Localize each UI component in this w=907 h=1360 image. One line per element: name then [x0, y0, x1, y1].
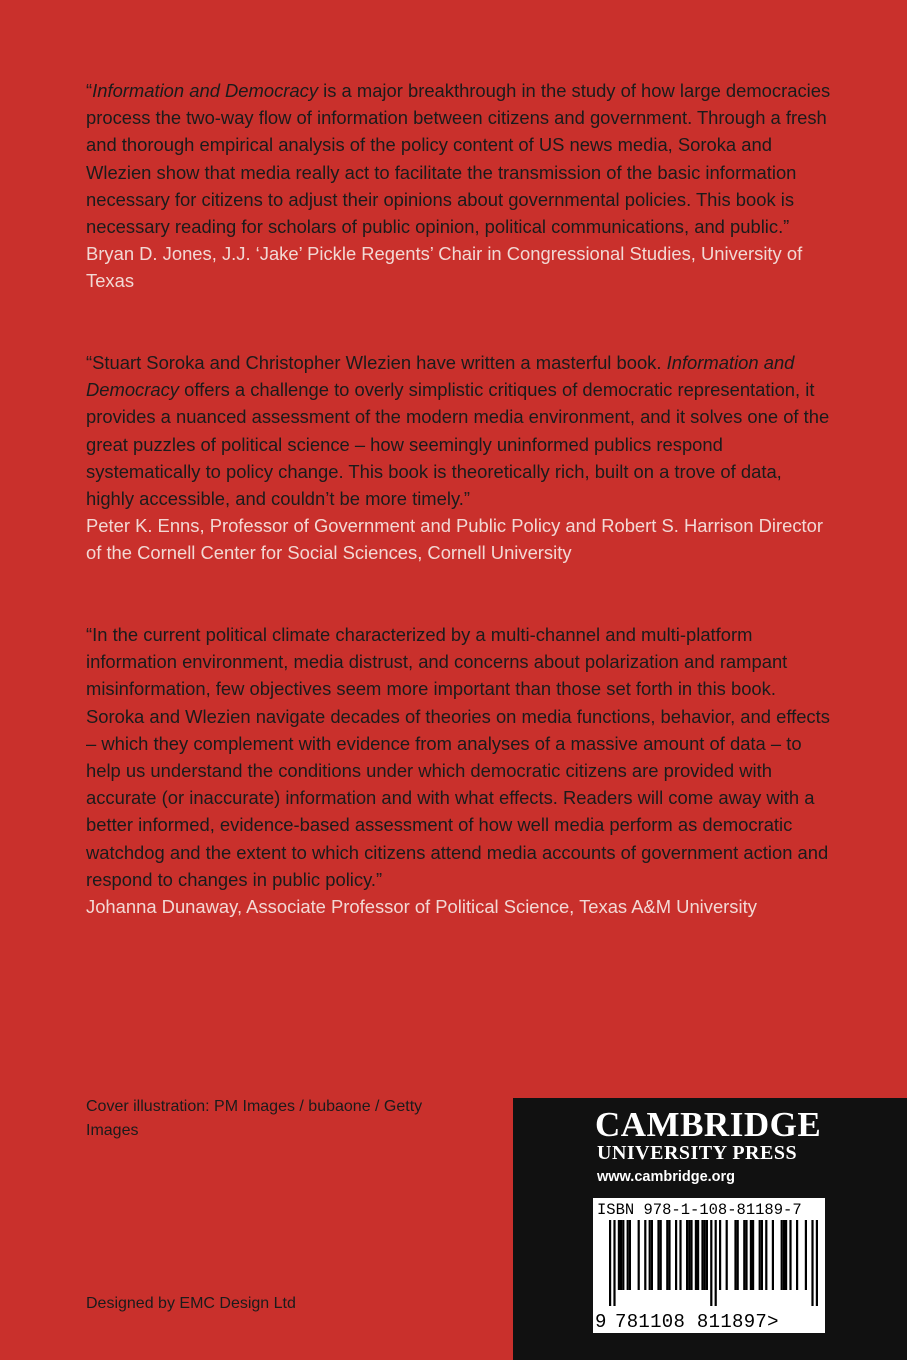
barcode-bar	[752, 1220, 754, 1290]
barcode-bar	[726, 1220, 728, 1290]
quote-body: “Information and Democracy is a major breakthrough in the study of how large democracies process the two-way flow of information between citizens and government. Through a fresh and thorough empirical analysis of the policy content of US news media, Soroka and Wlezien show that media really act to facilitate the transmission of the basic information necessary for citizens to adjust their opinions about governmental policies. This book is necessary reading for scholars of public opinion, political communications, and public.”	[86, 80, 831, 238]
publisher-imprint: UNIVERSITY PRESS	[597, 1142, 798, 1164]
quote-text-before: “Stuart Soroka and Christopher Wlezien have written a masterful book.	[86, 352, 667, 373]
endorsement-quote-2	[86, 349, 831, 567]
barcode-bar	[666, 1220, 668, 1290]
barcode-bar	[737, 1220, 739, 1290]
barcode-bar	[686, 1220, 688, 1290]
barcode-bar	[706, 1220, 708, 1290]
barcode-bar	[759, 1220, 761, 1290]
isbn-barcode	[593, 1198, 825, 1333]
barcode-bar	[690, 1220, 692, 1290]
barcode-bar	[745, 1220, 747, 1290]
barcode-bar	[638, 1220, 640, 1290]
publisher-panel	[513, 1098, 907, 1360]
barcode-bars	[593, 1220, 825, 1312]
barcode-bar	[710, 1220, 712, 1306]
barcode-bar	[609, 1220, 611, 1306]
barcode-bar	[695, 1220, 697, 1290]
barcode-bar	[734, 1220, 736, 1290]
barcode-bar	[627, 1220, 629, 1290]
barcode-bar	[816, 1220, 818, 1306]
ean-quiet-zone-marker: >	[767, 1311, 779, 1333]
barcode-bar	[622, 1220, 624, 1290]
barcode-bar	[660, 1220, 662, 1290]
barcode-bar	[743, 1220, 745, 1290]
barcode-bar	[761, 1220, 763, 1290]
barcode-bar	[629, 1220, 631, 1290]
barcode-bar	[781, 1220, 783, 1290]
cover-illustration-credit: Cover illustration: PM Images / bubaone / Getty Images	[86, 1098, 423, 1139]
barcode-bar	[644, 1220, 646, 1290]
barcode-bar	[649, 1220, 651, 1290]
barcode-bar	[772, 1220, 774, 1290]
barcode-bar	[701, 1220, 703, 1290]
quote-body	[86, 349, 831, 512]
isbn-label: ISBN 978-1-108-81189-7	[597, 1201, 802, 1219]
publisher-url: www.cambridge.org	[597, 1169, 736, 1185]
endorsement-quote-1	[86, 77, 831, 295]
barcode-bar	[796, 1220, 798, 1290]
barcode-bar	[613, 1220, 615, 1306]
barcode-bar	[651, 1220, 653, 1290]
barcode-bar	[620, 1220, 622, 1290]
book-title: Information and Democracy	[92, 80, 319, 101]
quote-attribution: Peter K. Enns, Professor of Government and Public Policy and Robert S. Harrison Director of the Cornell Center for Social Sciences, Cornell University	[86, 515, 823, 564]
ean-digits	[615, 1312, 779, 1332]
barcode-bar	[688, 1220, 690, 1290]
barcode-bar	[783, 1220, 785, 1290]
barcode-bar	[805, 1220, 807, 1290]
barcode-bar	[618, 1220, 620, 1290]
ean-number: 781108 811897	[615, 1311, 768, 1333]
barcode-bar	[785, 1220, 787, 1290]
barcode-bar	[750, 1220, 752, 1290]
barcode-bar	[679, 1220, 681, 1290]
quote-text: is a major breakthrough in the study of how large democracies process the two-way flow of information between citizens and government. Through a fresh and thorough empirical analysis of the policy content of US news media, Soroka and Wlezien show that media really act to facilitate the transmission of the basic information necessary for citizens to adjust their opinions about governmental policies. This book is necessary reading for scholars of public opinion, political communications, and public.”	[86, 80, 831, 238]
barcode-bar	[668, 1220, 670, 1290]
barcode-bar	[675, 1220, 677, 1290]
designer-credit: Designed by EMC Design Ltd	[86, 1295, 296, 1312]
publisher-name: CAMBRIDGE	[595, 1105, 822, 1144]
book-title: Information and Democracy	[86, 352, 795, 401]
barcode-bar	[765, 1220, 767, 1290]
barcode-bar	[789, 1220, 791, 1290]
quote-body: “In the current political climate characterized by a multi-channel and multi-platform information environment, media distrust, and concerns about polarization and rampant misinformation, few objectives seem more important than those set forth in this book. Soroka and Wlezien navigate decades of theories on media functions, behavior, and effects – which they complement with evidence from analyses of a massive amount of data – to help us understand the conditions under which democratic citizens are provided with accurate (or inaccurate) information and with what effects. Readers will come away with a better informed, evidence-based assessment of how well media perform as democratic watchdog and the extent to which citizens attend media accounts of government action and respond to changes in public policy.”	[86, 624, 830, 890]
quote-attribution: Johanna Dunaway, Associate Professor of Political Science, Texas A&M University	[86, 896, 757, 918]
barcode-bar	[697, 1220, 699, 1290]
endorsement-quote-3	[86, 621, 831, 920]
barcode-bar	[715, 1220, 717, 1306]
quote-text-after: offers a challenge to overly simplistic critiques of democratic representation, it provides a nuanced assessment of the modern media environment, and it solves one of the great puzzles of political science – how seemingly uninformed publics respond systematically to policy change. This book is theoretically rich, built on a trove of data, highly accessible, and couldn’t be more timely.”	[86, 379, 830, 510]
barcode-bar	[719, 1220, 721, 1290]
quote-attribution: Bryan D. Jones, J.J. ‘Jake’ Pickle Regents’ Chair in Congressional Studies, University of Texas	[86, 243, 803, 292]
barcode-bar	[811, 1220, 813, 1306]
barcode-bar	[704, 1220, 706, 1290]
ean-lead-digit: 9	[595, 1311, 607, 1333]
barcode-bar	[657, 1220, 659, 1290]
